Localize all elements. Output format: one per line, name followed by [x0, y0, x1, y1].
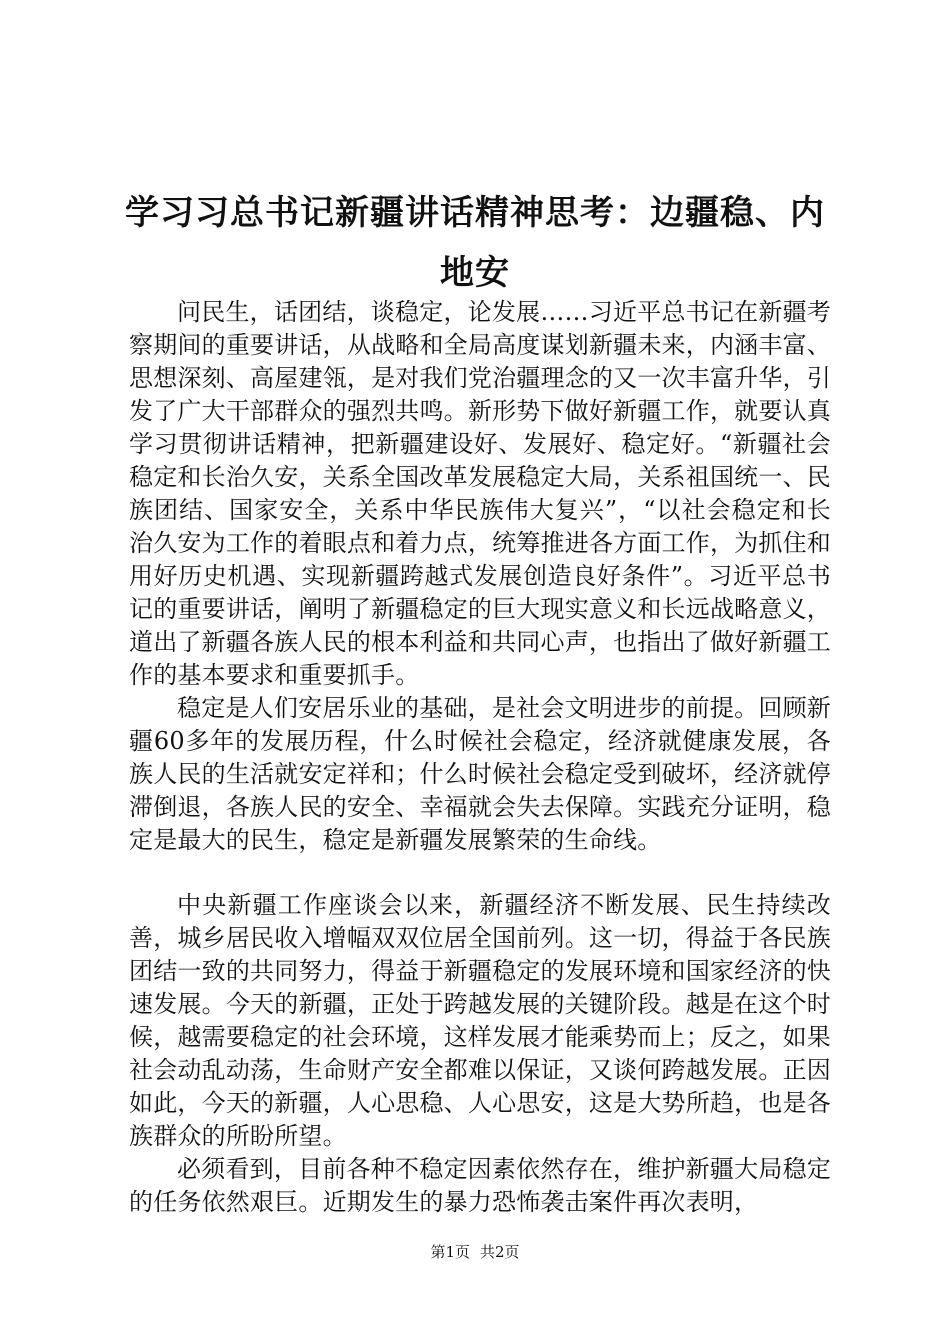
page-footer: [0, 1242, 950, 1262]
paragraph-4: 必须看到，目前各种不稳定因素依然存在，维护新疆大局稳定的任务依然艰巨。近期发生的暴力恐怖袭击案件再次表明，: [129, 1155, 831, 1216]
document-body: [129, 296, 831, 1219]
page-total: 共2页: [480, 1243, 520, 1261]
title-line-1: 学习习总书记新疆讲话精神思考：边疆稳、内: [125, 193, 825, 233]
paragraph-2: 稳定是人们安居乐业的基础，是社会文明进步的前提。回顾新疆60多年的发展历程，什么时候社会稳定，经济就健康发展，各族人民的生活就安定祥和；什么时候社会稳定受到破坏，经济就停滞倒退，各族人民的安全、幸福就会失去保障。实践充分证明，稳定是最大的民生，稳定是新疆发展繁荣的生命线。: [129, 694, 831, 854]
document-title: [120, 183, 830, 303]
title-line-2: 地安: [440, 253, 510, 293]
paragraph-1: 问民生，话团结，谈稳定，论发展……习近平总书记在新疆考察期间的重要讲话，从战略和全局高度谋划新疆未来，内涵丰富、思想深刻、高屋建瓴，是对我们党治疆理念的又一次丰富升华，引发了广大干部群众的强烈共鸣。新形势下做好新疆工作，就要认真学习贯彻讲话精神，把新疆建设好、发展好、稳定好。“新疆社会稳定和长治久安，关系全国改革发展稳定大局，关系祖国统一、民族团结、国家安全，关系中华民族伟大复兴”，“以社会稳定和长治久安为工作的着眼点和着力点，统筹推进各方面工作，为抓住和用好历史机遇、实现新疆跨越式发展创造良好条件”。习近平总书记的重要讲话，阐明了新疆稳定的巨大现实意义和长远战略意义，道出了新疆各族人民的根本利益和共同心声，也指出了做好新疆工作的基本要求和重要抓手。: [129, 298, 831, 689]
paragraph-3: 中央新疆工作座谈会以来，新疆经济不断发展、民生持续改善，城乡居民收入增幅双双位居全国前列。这一切，得益于各民族团结一致的共同努力，得益于新疆稳定的发展环境和国家经济的快速发展。今天的新疆，正处于跨越发展的关键阶段。越是在这个时候，越需要稳定的社会环境，这样发展才能乘势而上；反之，如果社会动乱动荡，生命财产安全都难以保证，又谈何跨越发展。正因如此，今天的新疆，人心思稳、人心思安，这是大势所趋，也是各族群众的所盼所望。: [129, 891, 831, 1150]
page-number: 第1页: [430, 1243, 470, 1261]
